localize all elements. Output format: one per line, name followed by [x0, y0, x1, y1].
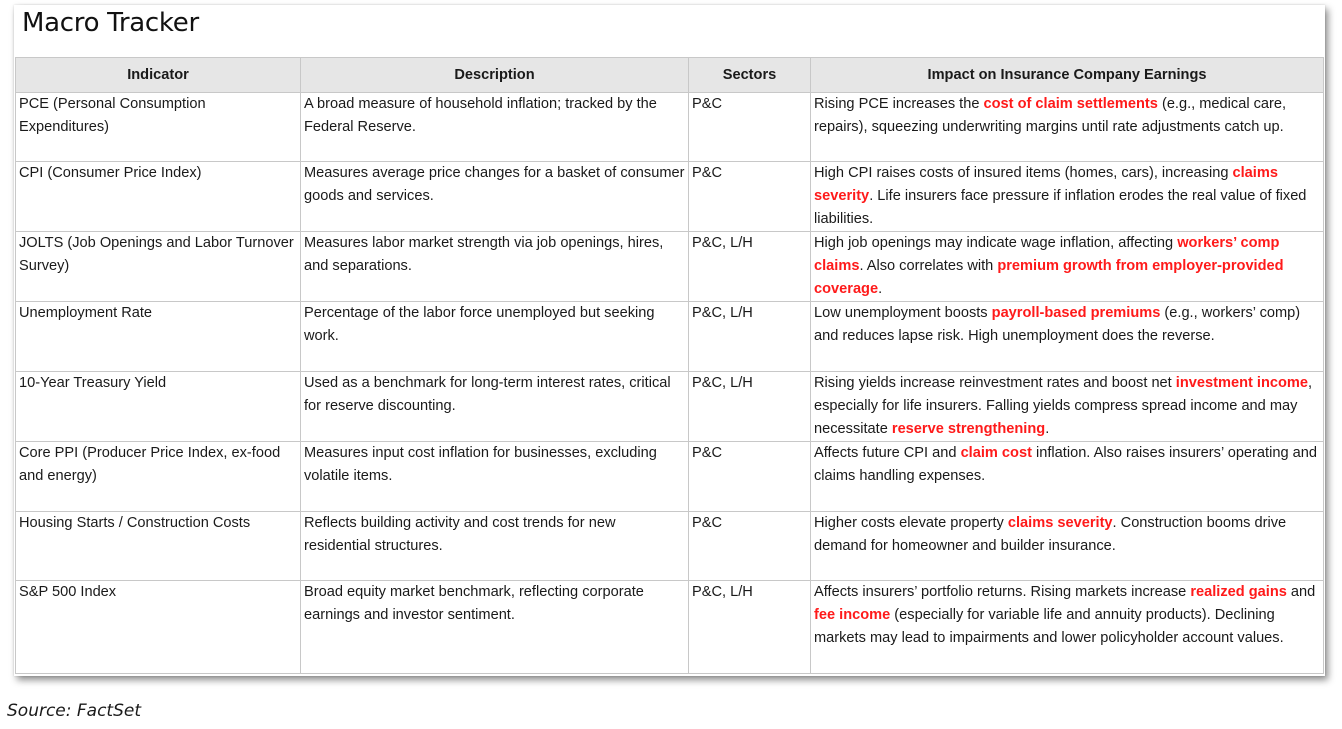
impact-text: Rising PCE increases the — [814, 96, 984, 112]
highlighted-term: reserve strengthening — [891, 421, 1046, 437]
impact-text: Rising yields increase reinvestment rates and boost net — [814, 375, 1176, 391]
description-cell: Measures average price changes for a basket of consumer goods and services. — [301, 162, 689, 232]
indicator-cell: Housing Starts / Construction Costs — [16, 512, 301, 581]
description-cell: Reflects building activity and cost trends for new residential structures. — [301, 512, 689, 581]
highlighted-term: fee income — [814, 607, 891, 623]
impact-text: and — [1286, 584, 1316, 600]
highlighted-term: workers’ comp claims — [814, 235, 1280, 274]
impact-text: (e.g., medical care, repairs), squeezing underwriting margins until rate adjustments catch up. — [814, 96, 1287, 135]
table-row — [16, 232, 1324, 302]
impact-text: . Life insurers face pressure if inflation erodes the real value of fixed liabilities. — [814, 188, 1307, 227]
source-caption: Source: FactSet — [7, 701, 142, 721]
impact-cell — [811, 442, 1324, 512]
table-header-row — [16, 58, 1324, 93]
column-header-description: Description — [301, 58, 689, 93]
sectors-cell: P&C, L/H — [689, 372, 811, 442]
description-cell: A broad measure of household inflation; tracked by the Federal Reserve. — [301, 93, 689, 162]
highlighted-term: investment income — [1175, 375, 1308, 391]
description-cell: Measures labor market strength via job openings, hires, and separations. — [301, 232, 689, 302]
highlighted-term: premium growth from employer-provided coverage — [814, 258, 1284, 297]
sectors-cell: P&C — [689, 162, 811, 232]
table-row — [16, 302, 1324, 372]
page-title: Macro Tracker — [22, 8, 199, 38]
indicator-cell: Unemployment Rate — [16, 302, 301, 372]
table-row — [16, 442, 1324, 512]
table-row — [16, 581, 1324, 674]
impact-text: Affects insurers’ portfolio returns. Rising markets increase — [814, 584, 1191, 600]
impact-text: High job openings may indicate wage inflation, affecting — [814, 235, 1178, 251]
impact-cell — [811, 93, 1324, 162]
impact-cell — [811, 512, 1324, 581]
impact-text: . Also correlates with — [859, 258, 998, 274]
sectors-cell: P&C, L/H — [689, 581, 811, 674]
indicator-cell: JOLTS (Job Openings and Labor Turnover Survey) — [16, 232, 301, 302]
description-cell: Measures input cost inflation for businesses, excluding volatile items. — [301, 442, 689, 512]
indicator-cell: S&P 500 Index — [16, 581, 301, 674]
column-header-sectors: Sectors — [689, 58, 811, 93]
description-cell: Used as a benchmark for long-term interest rates, critical for reserve discounting. — [301, 372, 689, 442]
sectors-cell: P&C, L/H — [689, 232, 811, 302]
table-row — [16, 372, 1324, 442]
impact-cell — [811, 302, 1324, 372]
sectors-cell: P&C — [689, 442, 811, 512]
table-row — [16, 93, 1324, 162]
column-header-impact: Impact on Insurance Company Earnings — [811, 58, 1324, 93]
sectors-cell: P&C, L/H — [689, 302, 811, 372]
impact-cell — [811, 162, 1324, 232]
impact-text: . — [878, 281, 883, 297]
highlighted-term: cost of claim settlements — [983, 96, 1158, 112]
impact-text: . Construction booms drive demand for homeowner and builder insurance. — [814, 515, 1287, 554]
table-row — [16, 512, 1324, 581]
indicator-cell: PCE (Personal Consumption Expenditures) — [16, 93, 301, 162]
table-row — [16, 162, 1324, 232]
macro-tracker-card — [14, 5, 1325, 676]
description-cell: Broad equity market benchmark, reflecting corporate earnings and investor sentiment. — [301, 581, 689, 674]
indicator-cell: Core PPI (Producer Price Index, ex-food and energy) — [16, 442, 301, 512]
highlighted-term: claim cost — [960, 445, 1032, 461]
impact-text: (e.g., workers’ comp) and reduces lapse risk. High unemployment does the reverse. — [814, 305, 1301, 344]
impact-cell — [811, 581, 1324, 674]
impact-text: . — [1045, 421, 1050, 437]
highlighted-term: payroll-based premiums — [991, 305, 1161, 321]
indicator-cell: 10-Year Treasury Yield — [16, 372, 301, 442]
sectors-cell: P&C — [689, 512, 811, 581]
impact-text: inflation. Also raises insurers’ operating and claims handling expenses. — [814, 445, 1317, 484]
impact-text: Affects future CPI and — [814, 445, 961, 461]
description-cell: Percentage of the labor force unemployed but seeking work. — [301, 302, 689, 372]
impact-text: Low unemployment boosts — [814, 305, 992, 321]
impact-text: High CPI raises costs of insured items (homes, cars), increasing — [814, 165, 1233, 181]
impact-cell — [811, 232, 1324, 302]
column-header-indicator: Indicator — [16, 58, 301, 93]
impact-text: Higher costs elevate property — [814, 515, 1008, 531]
macro-tracker-table — [15, 57, 1324, 674]
impact-text: , especially for life insurers. Falling yields compress spread income and may necessitate — [814, 375, 1313, 437]
sectors-cell: P&C — [689, 93, 811, 162]
impact-text: (especially for variable life and annuity products). Declining markets may lead to impairments and lower policyholder account values. — [814, 607, 1284, 646]
impact-cell — [811, 372, 1324, 442]
highlighted-term: claims severity — [1007, 515, 1113, 531]
indicator-cell: CPI (Consumer Price Index) — [16, 162, 301, 232]
highlighted-term: realized gains — [1190, 584, 1287, 600]
highlighted-term: claims severity — [814, 165, 1278, 204]
